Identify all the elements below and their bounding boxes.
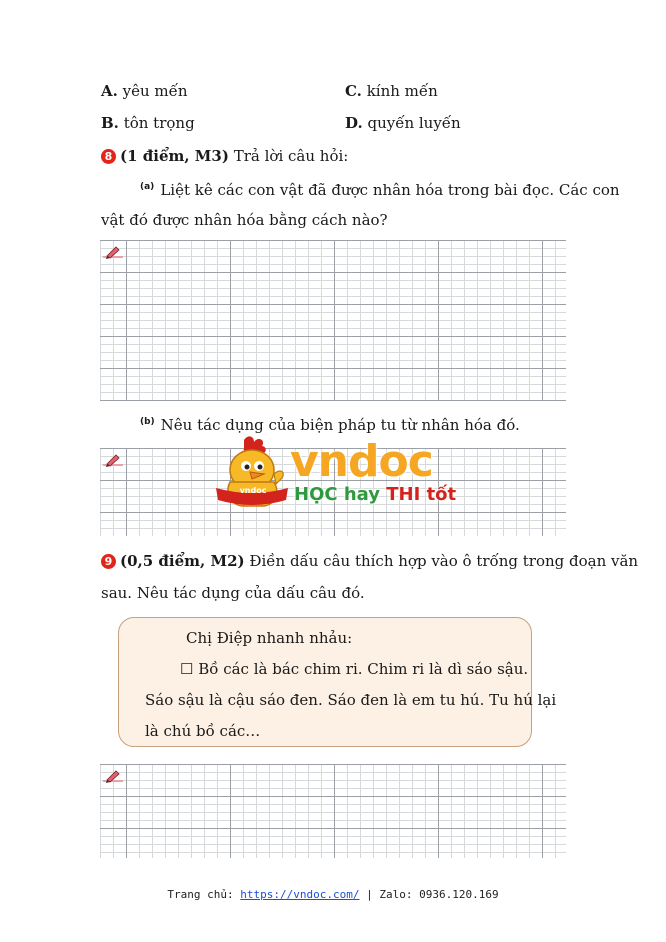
blank-checkbox[interactable]: ☐	[180, 660, 194, 678]
passage-line1: Chị Điệp nhanh nhảu:	[186, 629, 353, 647]
option-d-letter: D.	[345, 114, 363, 132]
page-footer	[0, 888, 666, 901]
question-8-prompt: Trả lời câu hỏi:	[233, 147, 349, 165]
brand-wordmark: vndoc	[290, 436, 433, 487]
question-8b-line	[140, 416, 520, 434]
option-d	[345, 114, 461, 132]
option-c	[345, 82, 438, 100]
pencil-icon	[102, 768, 124, 784]
question-9-heading	[101, 552, 638, 570]
part-b-text: Nêu tác dụng của biện pháp tu từ nhân hóa đó.	[160, 416, 520, 434]
question-9-meta: (0,5 điểm, M2)	[120, 552, 245, 570]
question-8a-line1	[140, 181, 620, 199]
passage-line4: là chú bồ các…	[145, 722, 261, 740]
answer-grid-9[interactable]	[100, 764, 566, 858]
part-b-label: (b)	[140, 417, 155, 427]
option-d-text: quyến luyến	[367, 114, 461, 132]
question-9-prompt1: Điền dấu câu thích hợp vào ô trống trong đoạn văn	[249, 552, 639, 570]
footer-separator: |	[366, 888, 373, 901]
option-a	[101, 82, 188, 100]
question-8-heading	[101, 147, 348, 165]
pencil-icon	[102, 244, 124, 260]
option-c-text: kính mến	[366, 82, 438, 100]
tagline-part1: HỌC hay	[294, 484, 380, 505]
option-c-letter: C.	[345, 82, 362, 100]
option-b	[101, 114, 195, 132]
option-b-text: tôn trọng	[123, 114, 195, 132]
passage-line2	[180, 660, 528, 678]
part-a-text1: Liệt kê các con vật đã được nhân hóa trong bài đọc. Các con	[160, 181, 620, 199]
question-9-number: 9	[101, 554, 116, 569]
option-a-letter: A.	[101, 82, 118, 100]
question-8a-line2: vật đó được nhân hóa bằng cách nào?	[101, 211, 388, 229]
passage-line3: Sáo sậu là cậu sáo đen. Sáo đen là em tu hú. Tu hú lại	[145, 691, 557, 709]
answer-grid-8a[interactable]	[100, 240, 566, 401]
option-b-letter: B.	[101, 114, 119, 132]
question-8-meta: (1 điểm, M3)	[120, 147, 229, 165]
option-a-text: yêu mến	[122, 82, 188, 100]
footer-label: Trang chủ:	[167, 888, 234, 901]
vndoc-watermark	[214, 434, 462, 514]
brand-tagline	[294, 484, 456, 505]
mascot-badge-text: vndoc	[239, 486, 267, 495]
footer-zalo: Zalo: 0936.120.169	[379, 888, 499, 901]
rooster-mascot-icon	[214, 434, 290, 514]
tagline-part2: THI tốt	[386, 484, 457, 505]
footer-link[interactable]: https://vndoc.com/	[240, 888, 360, 901]
part-a-label: (a)	[140, 182, 155, 192]
question-8-number: 8	[101, 149, 116, 164]
pencil-icon	[102, 452, 124, 468]
question-9-prompt2: sau. Nêu tác dụng của dấu câu đó.	[101, 584, 365, 602]
passage-line2-text: Bồ các là bác chim ri. Chim ri là dì sáo sậu.	[198, 660, 529, 678]
